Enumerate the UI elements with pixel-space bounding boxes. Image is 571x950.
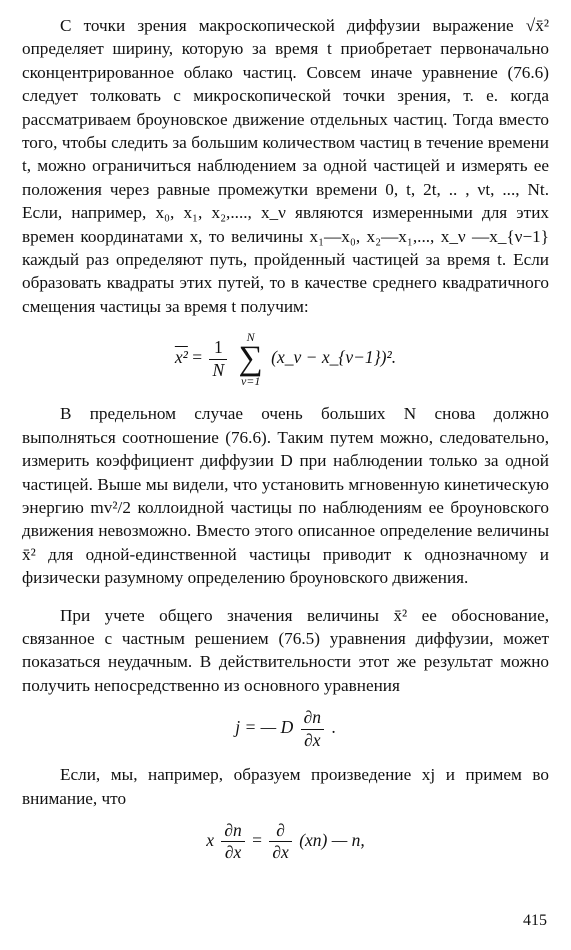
formula-2-lhs: j = — D xyxy=(235,717,294,738)
paragraph-2: В предельном случае очень больших N снова должно выполняться соотношение (76.6). Таким путем можно, следовательно, измерить коэффициент диффузии D при наблюдении только за одной частицей. Выше мы видели, что установить мгновенную кинетическую энергию mv²/2 коллоидной частицы по наблюдениям ее броуновского движения невозможно. Вместо этого описанное определение величины x̄² для одной-единственной частицы приводит к однозначному и физически разумному определению броуновского движения. xyxy=(22,404,549,588)
page-number: 415 xyxy=(523,912,547,929)
formula-1-coefficient: $\frac{1}{N}$ xyxy=(209,339,227,379)
formula-1-lhs: x² xyxy=(174,347,188,368)
formula-product-rule: x $\frac{\partial n}{\partial x}$ = $\frac{\partial}{\partial x}$ (xn) — n, xyxy=(206,819,365,863)
paragraph-4: Если, мы, например, образуем произведение xj и примем во внимание, что xyxy=(22,765,549,808)
formula-flux-equation: j = — D $\frac{\partial n}{\partial x}$ . xyxy=(235,707,336,750)
formula-mean-square-displacement: x² = $\frac{1}{N}$ N ∑ ν=1 (x_ν − x_{ν−1})². xyxy=(174,330,397,389)
page-body xyxy=(22,14,549,876)
paragraph-3: При учете общего значения величины x̄² ее обоснование, связанное с частным решением (76.5) уравнения диффузии, может показаться неудачным. В действительности этот же результат можно получить непосредственно из основного уравнения xyxy=(22,605,549,695)
formula-2-derivative: $\frac{\partial n}{\partial x}$ xyxy=(301,709,324,749)
paragraph-1: С точки зрения макроскопической диффузии выражение √x̄² определяет ширину, которую за время t приобретает первоначально сконцентрированное облако частиц. Совсем иначе уравнение (76.6) следует толковать с микроскопической точки зрения, т. е. когда рассматриваем броуновское движение отдельных частиц. Тогда вместо того, чтобы следить за большим количеством частиц в течение времени t, можно ограничиться наблюдением за одной частицей и измерять ее положения через равные промежутки времени 0, t, 2t, .. , νt, ..., Nt. Если, например, x₀, x₁, x₂,...., x_ν являются измеренными для этих времен координатами x, то величины x₁—x₀, x₂—x₁,..., x_ν —x_{ν−1} каждый раз определяют путь, пройденный частицей за время t. Если образовать квадраты этих путей, то в качестве среднего квадратичного смещения частицы за время t получим: xyxy=(22,16,549,316)
summation-sign: N ∑ ν=1 xyxy=(238,330,263,389)
formula-3-derivative-1: $\frac{\partial n}{\partial x}$ xyxy=(221,822,244,862)
formula-3-derivative-2: $\frac{\partial}{\partial x}$ xyxy=(269,822,291,862)
formula-1-body: (x_ν − x_{ν−1})². xyxy=(271,347,397,368)
